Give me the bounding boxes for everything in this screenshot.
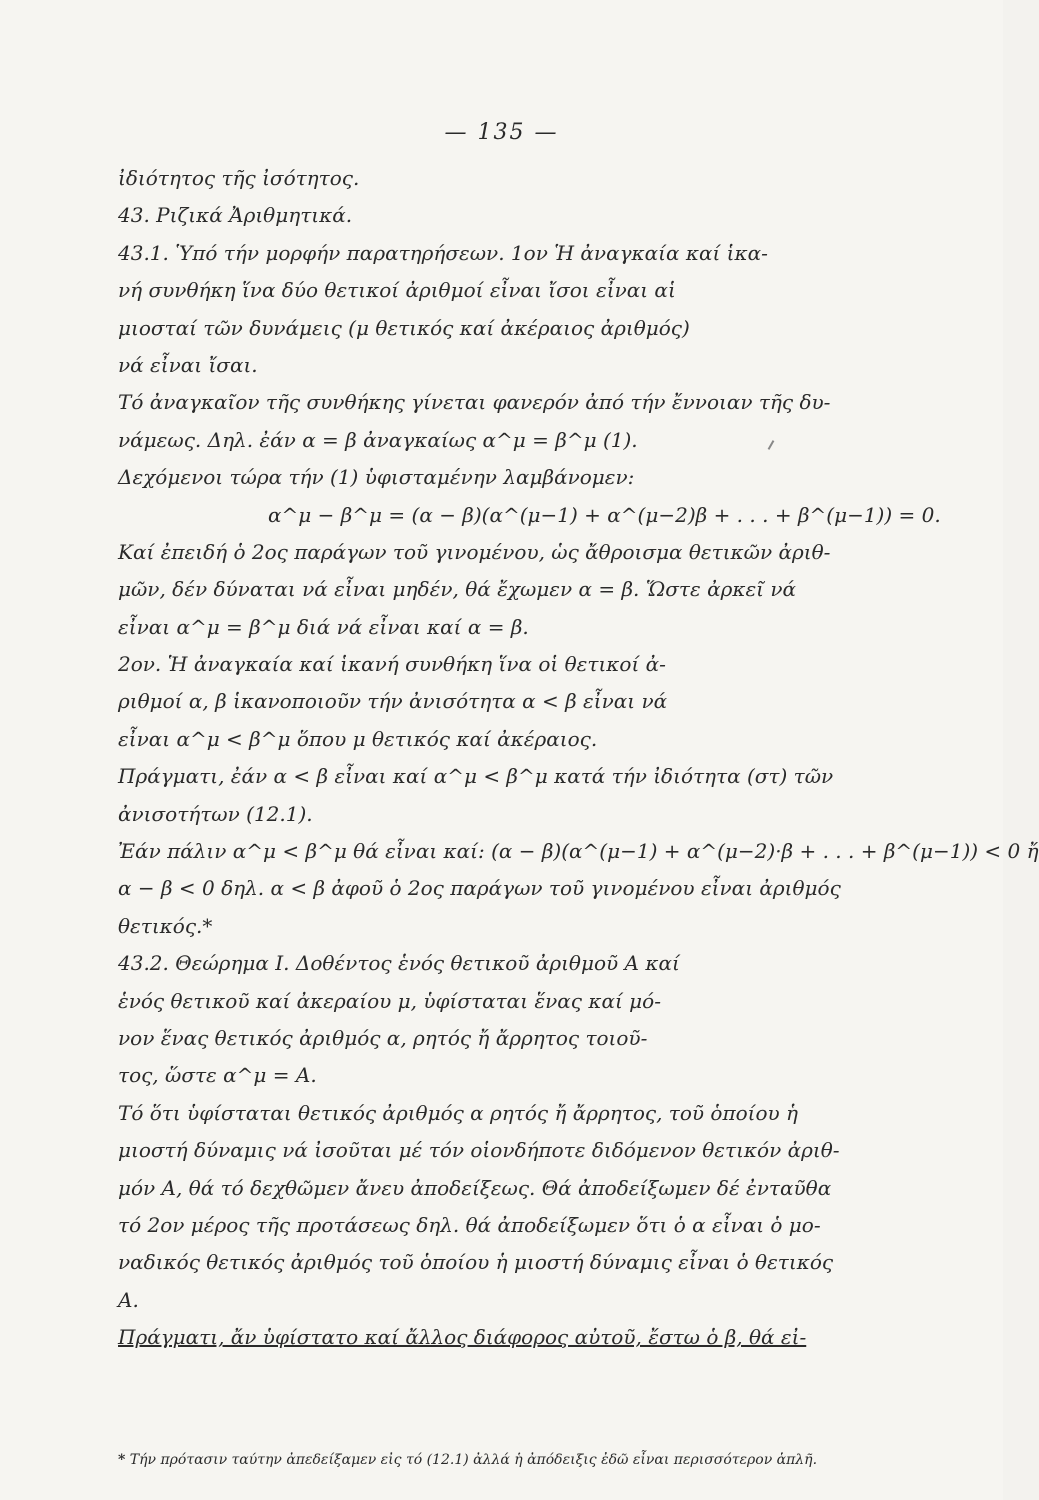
text-line: Τό ἀναγκαῖον τῆς συνθήκης γίνεται φανερόν ἀπό τήν ἔννοιαν τῆς δυ- <box>118 390 831 415</box>
text-line: ἰδιότητος τῆς ἰσότητος. <box>118 166 360 190</box>
text-line: μῶν, δέν δύναται νά εἶναι μηδέν, θά ἔχωμεν α = β. Ὥστε ἀρκεῖ νά <box>118 577 797 602</box>
text-line: νάμεως. Δηλ. ἐάν α = β ἀναγκαίως α^μ = β^μ (1). <box>118 427 638 452</box>
theorem-heading: 43.2. Θεώρημα I. Δοθέντος ἑνός θετικοῦ ἀριθμοῦ Α καί <box>118 951 680 976</box>
formula-line: α^μ − β^μ = (α − β)(α^(μ−1) + α^(μ−2)β + . . . + β^(μ−1)) = 0. <box>268 502 941 527</box>
text-line: μιοσταί τῶν δυνάμεις (μ θετικός καί ἀκέραιος ἀριθμός) <box>118 315 690 340</box>
text-line: Α. <box>118 1287 139 1312</box>
text-line: μιοστή δύναμις νά ἰσοῦται μέ τόν οἱονδήποτε διδόμενον θετικόν ἀριθ- <box>118 1138 840 1163</box>
underlined-text: Πράγματι, ἄν ὑφίστατο καί ἄλλος διάφορος αὐτοῦ, ἔστω ὁ β, θά εἰ- <box>118 1325 807 1350</box>
text-line: εἶναι α^μ = β^μ διά νά εἶναι καί α = β. <box>118 614 529 639</box>
footnote-text: Τήν πρότασιν ταύτην ἀπεδείξαμεν εἰς τό (12.1) ἀλλά ἡ ἀπόδειξις ἐδῶ εἶναι περισσότερον ἁπλῆ. <box>129 1452 818 1468</box>
text-line: Καί ἐπειδή ὁ 2ος παράγων τοῦ γινομένου, ὡς ἄθροισμα θετικῶν ἀριθ- <box>118 539 831 564</box>
page-number: — 135 — <box>444 120 559 145</box>
text-line: μόν Α, θά τό δεχθῶμεν ἄνευ ἀποδείξεως. Θά ἀποδείξωμεν δέ ἐνταῦθα <box>118 1175 832 1200</box>
text-line: θετικός.* <box>118 913 213 938</box>
text-line: νον ἕνας θετικός ἀριθμός α, ρητός ἤ ἄρρητος τοιοῦ- <box>118 1025 648 1050</box>
text-line: ἑνός θετικοῦ καί ἀκεραίου μ, ὑφίσταται ἕνας καί μό- <box>118 988 661 1013</box>
text-line-underlined <box>118 1319 918 1356</box>
body-text <box>118 160 1039 1357</box>
text-line: Ἐάν πάλιν α^μ < β^μ θά εἶναι καί: (α − β)(α^(μ−1) + α^(μ−2)·β + . . . + β^(μ−1)) < 0 ἤ <box>118 839 1039 864</box>
text-line: νά εἶναι ἴσαι. <box>118 352 258 377</box>
text-line: Τό ὅτι ὑφίσταται θετικός ἀριθμός α ρητός ἤ ἄρρητος, τοῦ ὁποίου ἡ <box>118 1100 799 1125</box>
text-line: Δεχόμενοι τώρα τήν (1) ὑφισταμένην λαμβάνομεν: <box>118 465 635 490</box>
text-line: ριθμοί α, β ἱκανοποιοῦν τήν ἀνισότητα α < β εἶναι νά <box>118 689 668 714</box>
section-heading: 43. Ριζικά Ἀριθμητικά. <box>118 203 353 228</box>
text-line: 43.1. Ὑπό τήν μορφήν παρατηρήσεων. 1ον Ἡ ἀναγκαία καί ἱκα- <box>118 240 768 265</box>
text-line: ἀνισοτήτων (12.1). <box>118 801 313 826</box>
text-line: Πράγματι, ἐάν α < β εἶναι καί α^μ < β^μ κατά τήν ἰδιότητα (στ) τῶν <box>118 764 834 789</box>
text-line: τος, ὥστε α^μ = Α. <box>118 1063 317 1088</box>
text-line: εἶναι α^μ < β^μ ὅπου μ θετικός καί ἀκέραιος. <box>118 726 598 751</box>
text-line: νή συνθήκη ἵνα δύο θετικοί ἀριθμοί εἶναι ἴσοι εἶναι αἱ <box>118 278 676 303</box>
text-line: ναδικός θετικός ἀριθμός τοῦ ὁποίου ἡ μιοστή δύναμις εἶναι ὁ θετικός <box>118 1250 834 1275</box>
footnote <box>118 1452 918 1468</box>
text-line: 2ον. Ἡ ἀναγκαία καί ἱκανή συνθήκη ἵνα οἱ θετικοί ἀ- <box>118 652 666 677</box>
footnote-mark: * <box>118 1452 126 1468</box>
text-line: α − β < 0 δηλ. α < β ἀφοῦ ὁ 2ος παράγων τοῦ γινομένου εἶναι ἀριθμός <box>118 876 841 901</box>
text-line: τό 2ον μέρος τῆς προτάσεως δηλ. θά ἀποδείξωμεν ὅτι ὁ α εἶναι ὁ μο- <box>118 1212 821 1237</box>
